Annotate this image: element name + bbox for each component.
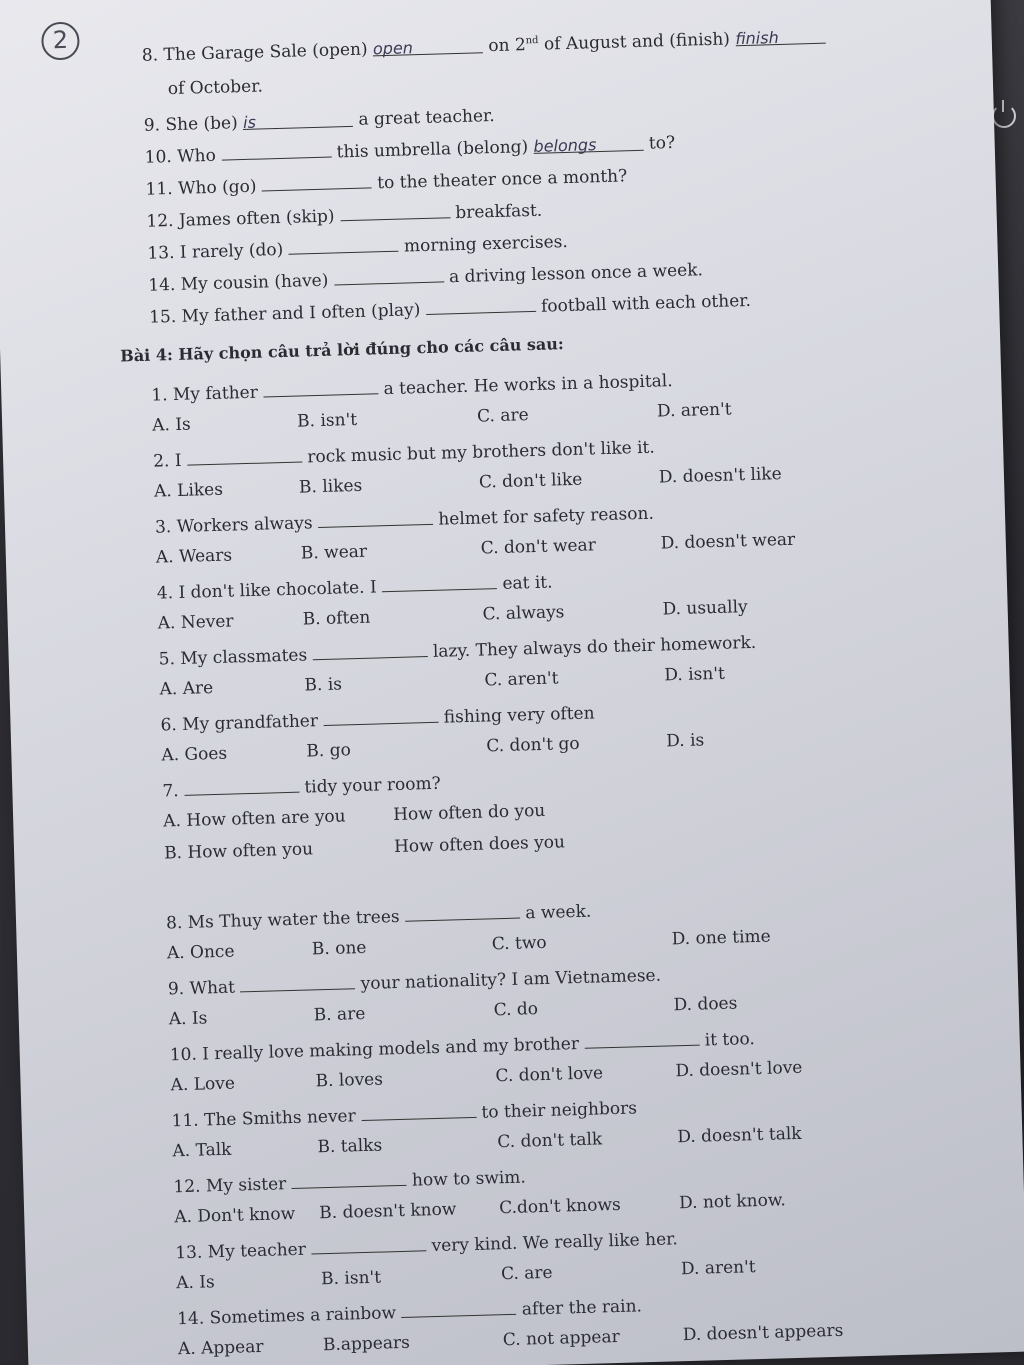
question-number: 8. [165,912,183,934]
question-number: 7. [162,781,179,802]
option-c[interactable]: C.don't knows [498,1194,621,1219]
answer-blank[interactable] [382,572,497,592]
question-text: fishing very often [443,703,595,728]
question-text: lazy. They always do their homework. [432,632,757,662]
answer-blank[interactable] [187,445,302,465]
item-number: 12. [146,210,174,232]
question-text: tidy your room? [304,773,441,798]
answer-blank[interactable] [584,1029,699,1049]
question-number: 2. [152,451,170,472]
option-d[interactable]: D. aren't [680,1257,756,1280]
option-a[interactable]: A. Is [168,1008,208,1030]
option-c[interactable]: C. always [482,602,565,625]
answer-blank[interactable] [425,295,535,315]
section-heading: Bài 4: Hãy chọn câu trả lời đúng cho các câu sau: [120,334,565,366]
item-text: Who [176,145,217,167]
question-number: 5. [158,649,176,670]
item-text: a great teacher. [358,105,495,130]
question-text: My father [172,382,259,406]
option-a[interactable]: A. Appear [177,1336,264,1360]
option-c[interactable]: C. two [491,932,547,955]
handwritten-answer: belongs [533,135,597,156]
answer-blank[interactable] [263,377,378,397]
question-text: Ms Thuy water the trees [187,906,400,933]
option-d[interactable]: D. doesn't love [675,1057,803,1082]
handwritten-answer: open [372,38,414,59]
item-text: of August and (finish) [538,29,731,55]
option-c[interactable]: C. are [500,1262,553,1285]
question-number: 10. [169,1044,198,1066]
option-b[interactable]: B. isn't [320,1267,382,1290]
item-text: morning exercises. [403,231,569,257]
question-text: how to swim. [411,1167,527,1191]
question-text: eat it. [502,572,553,594]
option-d[interactable]: D. isn't [664,663,726,686]
item-text: James often (skip) [178,206,335,231]
option-a[interactable]: A. Wears [155,545,233,568]
option-a[interactable]: A. Goes [161,743,228,766]
option-c[interactable]: C. aren't [484,668,559,691]
answer-blank[interactable] [401,1298,516,1318]
item-text: on 2 [488,35,527,57]
option-c[interactable]: C. don't talk [497,1129,603,1153]
option-a[interactable]: A. Once [166,941,235,964]
option-c[interactable]: C. don't go [486,733,580,757]
question-text: a teacher. He works in a hospital. [383,371,673,400]
option-a[interactable]: A. Talk [172,1139,232,1162]
option-d[interactable]: D. doesn't appears [682,1320,844,1346]
option-b[interactable]: B. likes [298,475,363,498]
question-number: 1. [151,385,168,406]
superscript: nd [525,35,539,47]
answer-blank[interactable] [288,235,398,255]
option-b[interactable]: B.appears [322,1332,411,1356]
item-text: this umbrella (belong) [336,137,529,163]
option-c[interactable]: C. don't love [495,1063,604,1087]
item-text: She (be) [165,113,239,136]
option-a[interactable]: A. How often are you [163,806,346,832]
question-number: 6. [160,715,178,736]
item-text: My father and I often (play) [181,300,421,327]
option-c[interactable]: C. do [493,999,539,1021]
option-b[interactable]: B. isn't [296,409,358,432]
answer-blank[interactable] [340,201,450,221]
option-c[interactable]: C. not appear [502,1326,620,1351]
answer-blank[interactable] [735,27,825,47]
answer-blank[interactable] [372,36,483,59]
item-number: 8. [141,45,159,66]
item-number: 10. [144,146,173,168]
option-d[interactable]: D. aren't [656,399,732,422]
item-number: 13. [147,242,175,264]
option-a[interactable]: A. Never [157,611,234,634]
option-a[interactable]: A. Is [151,414,192,436]
option-a[interactable]: A. Don't know [174,1203,296,1228]
question-text: What [189,977,236,999]
item-text: I rarely (do) [179,239,284,263]
answer-blank[interactable] [240,972,355,992]
option-d[interactable]: D. one time [671,926,771,950]
option-c[interactable]: C. don't wear [480,535,597,559]
item-text: to? [648,132,676,154]
option-a[interactable]: A. Is [175,1272,215,1294]
item-text: The Garage Sale (open) [163,39,368,66]
option-b[interactable]: B. doesn't know [319,1199,457,1224]
question-number: 4. [156,583,174,604]
option-b[interactable]: B. loves [315,1069,384,1092]
question-text: The Smiths never [203,1106,356,1131]
question-text: a week. [525,901,592,924]
page-number-circle: 2 [41,22,80,61]
option-c[interactable]: C. don't like [478,469,583,493]
question-text: My classmates [180,645,308,669]
answer-blank[interactable] [311,1234,426,1254]
option-d[interactable]: D. is [665,730,705,752]
answer-blank[interactable] [291,1169,406,1189]
answer-blank[interactable] [533,134,643,154]
option-b[interactable]: B. wear [300,541,368,564]
option-d[interactable]: D. doesn't like [658,464,782,488]
question-text: I really love making models and my brother [201,1033,580,1065]
question-number: 3. [154,517,172,538]
item-text: football with each other. [540,290,752,317]
question-text: I don't like chocolate. I [178,577,377,603]
item-text: Who (go) [177,176,257,199]
question-number: 12. [173,1176,201,1198]
option-b[interactable]: How often do you [392,800,546,826]
item-number: 14. [148,274,176,296]
item-text: breakfast. [455,200,543,224]
answer-blank[interactable] [333,265,443,285]
question-text: Sometimes a rainbow [209,1303,397,1329]
question-text: very kind. We really like her. [431,1229,679,1257]
option-b[interactable]: B. are [313,1003,366,1026]
question-text: to their neighbors [481,1098,638,1123]
answer-blank[interactable] [361,1101,476,1121]
question-text: My teacher [207,1239,307,1263]
option-a[interactable]: B. How often you [163,839,314,864]
question-number: 11. [171,1110,199,1132]
option-b[interactable]: B. go [306,740,352,762]
option-a[interactable]: A. Are [159,678,214,700]
option-d[interactable]: D. doesn't talk [677,1123,802,1148]
question-number: 13. [175,1242,203,1264]
item-text: to the theater once a month? [376,166,628,194]
answer-blank[interactable] [318,508,433,528]
power-icon [992,104,1016,128]
answer-blank[interactable] [312,640,427,660]
answer-blank[interactable] [221,141,331,161]
exercise-line-continued: of October. [167,76,264,100]
option-c[interactable]: C. are [476,405,529,427]
option-a[interactable]: A. Likes [153,479,224,502]
question-text: after the rain. [521,1296,643,1320]
option-d[interactable]: D. doesn't wear [660,529,796,554]
option-b[interactable]: B. talks [317,1135,383,1158]
item-number: 15. [148,306,177,328]
exercise-line [142,25,902,66]
question-text: Workers always [176,513,313,537]
question-text: My sister [205,1174,287,1197]
answer-blank[interactable] [262,171,372,191]
option-b[interactable]: How often does you [393,832,566,858]
question-text: rock music but my brothers don't like it. [307,437,656,468]
option-d[interactable]: D. does [673,993,738,1016]
question-text: helmet for safety reason. [438,503,655,530]
handwritten-answer: finish [735,28,779,49]
question-text: My grandfather [181,711,319,735]
question-number: 14. [176,1308,205,1330]
answer-blank[interactable] [184,776,299,796]
option-b[interactable]: B. often [302,607,371,630]
item-number: 11. [145,178,173,200]
option-a[interactable]: A. Love [170,1073,236,1096]
question-number: 9. [167,978,185,1000]
answer-blank[interactable] [405,902,520,922]
answer-blank[interactable] [243,110,353,130]
item-text: My cousin (have) [180,270,329,295]
handwritten-answer: is [242,112,257,132]
item-number: 9. [143,115,161,136]
option-b[interactable]: B. one [311,937,367,960]
answer-blank[interactable] [323,706,438,726]
option-d[interactable]: D. usually [662,597,748,620]
question-text: your nationality? I am Vietnamese. [360,965,662,995]
option-d[interactable]: D. not know. [678,1190,787,1214]
question-text: it too. [704,1029,756,1051]
item-text: a driving lesson once a week. [448,260,704,288]
option-b[interactable]: B. is [304,674,343,696]
question-text: I [174,450,182,472]
